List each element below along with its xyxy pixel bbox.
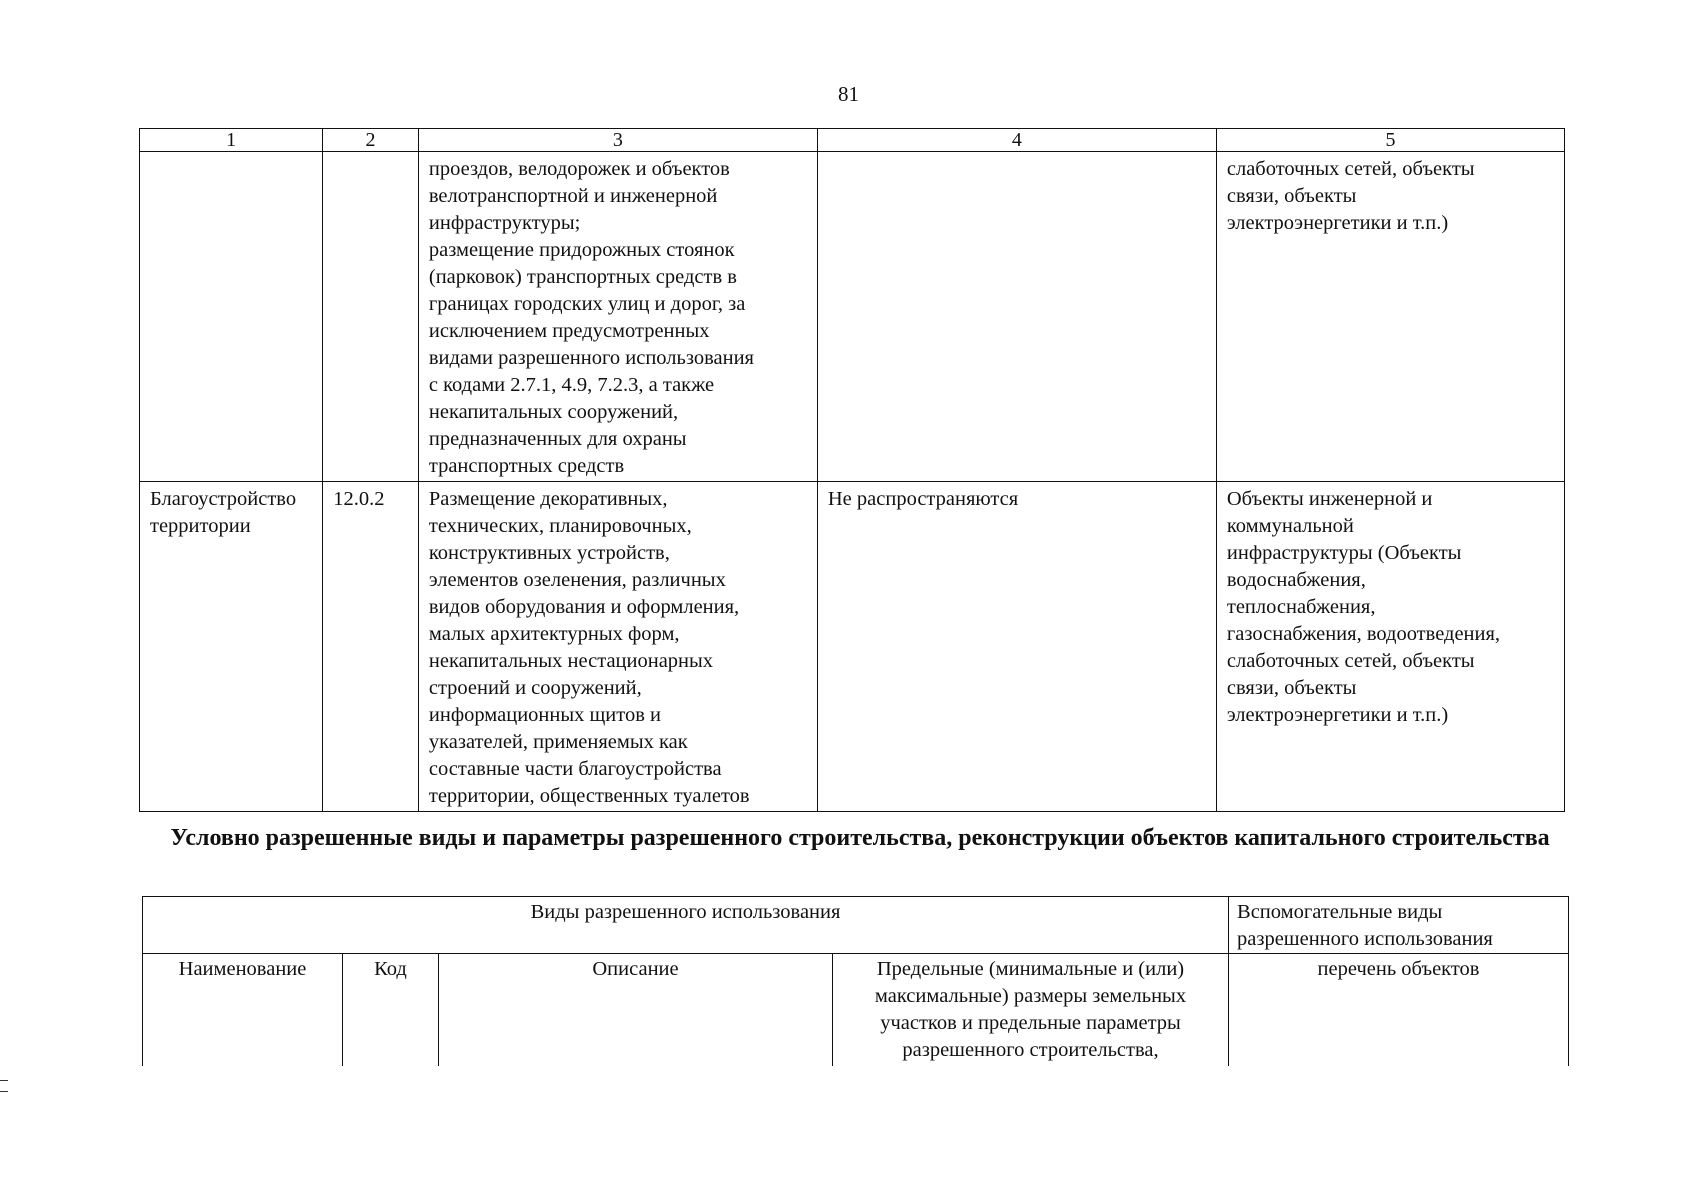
table-header-row [143,897,1569,954]
object-list-column-header: перечень объектов [1229,954,1569,1067]
column-number: 3 [418,129,817,152]
table-row [140,152,1565,482]
scan-edge-mark [0,1080,8,1092]
use-name-cell: Благоустройство территории [140,482,323,812]
section-title: Условно разрешенные виды и параметры разрешенного строительства, реконструкции объектов капитального строительства [170,825,1550,851]
use-description-cell: Размещение декоративных, технических, планировочных, конструктивных устройств, элементов озеленения, различных видов оборудования и оформления, малых архитектурных форм, некапитальных нестационарных строений и сооружений, информационных щитов и указателей, применяемых как составные части благоустройства территории, общественных туалетов [418,482,817,812]
column-number: 4 [817,129,1216,152]
page-number: 81 [838,82,859,106]
use-description-cell: проездов, велодорожек и объектов велотранспортной и инженерной инфраструктуры; размещение придорожных стоянок (парковок) транспортных средств в границах городских улиц и дорог, за исключением предусмотренных видами разрешенного использования с кодами 2.7.1, 4.9, 7.2.3, а также некапитальных сооружений, предназначенных для охраны транспортных средств [418,152,817,482]
column-number: 1 [140,129,323,152]
use-name-cell [140,152,323,482]
description-column-header: Описание [439,954,833,1067]
use-code-cell [323,152,419,482]
table-row [140,482,1565,812]
name-column-header: Наименование [143,954,343,1067]
auxiliary-cell: слаботочных сетей, объекты связи, объекты электроэнергетики и т.п.) [1216,152,1564,482]
auxiliary-header: Вспомогательные виды разрешенного использования [1229,897,1569,954]
auxiliary-cell: Объекты инженерной и коммунальной инфраструктуры (Объекты водоснабжения, теплоснабжения, газоснабжения, водоотведения, слаботочных сетей, объекты связи, объекты электроэнергетики и т.п.) [1216,482,1564,812]
limits-cell: Не распространяются [817,482,1216,812]
code-column-header: Код [343,954,439,1067]
use-code-cell: 12.0.2 [323,482,419,812]
limits-column-header: Предельные (минимальные и (или) максимальные) размеры земельных участков и предельные параметры разрешенного строительства, [833,954,1229,1067]
column-number-row [140,129,1565,152]
conditional-use-table [142,896,1569,1066]
column-number: 5 [1216,129,1564,152]
group-header: Виды разрешенного использования [143,897,1229,954]
limits-cell [817,152,1216,482]
land-use-table [139,128,1565,812]
column-number: 2 [323,129,419,152]
table-subheader-row [143,954,1569,1067]
